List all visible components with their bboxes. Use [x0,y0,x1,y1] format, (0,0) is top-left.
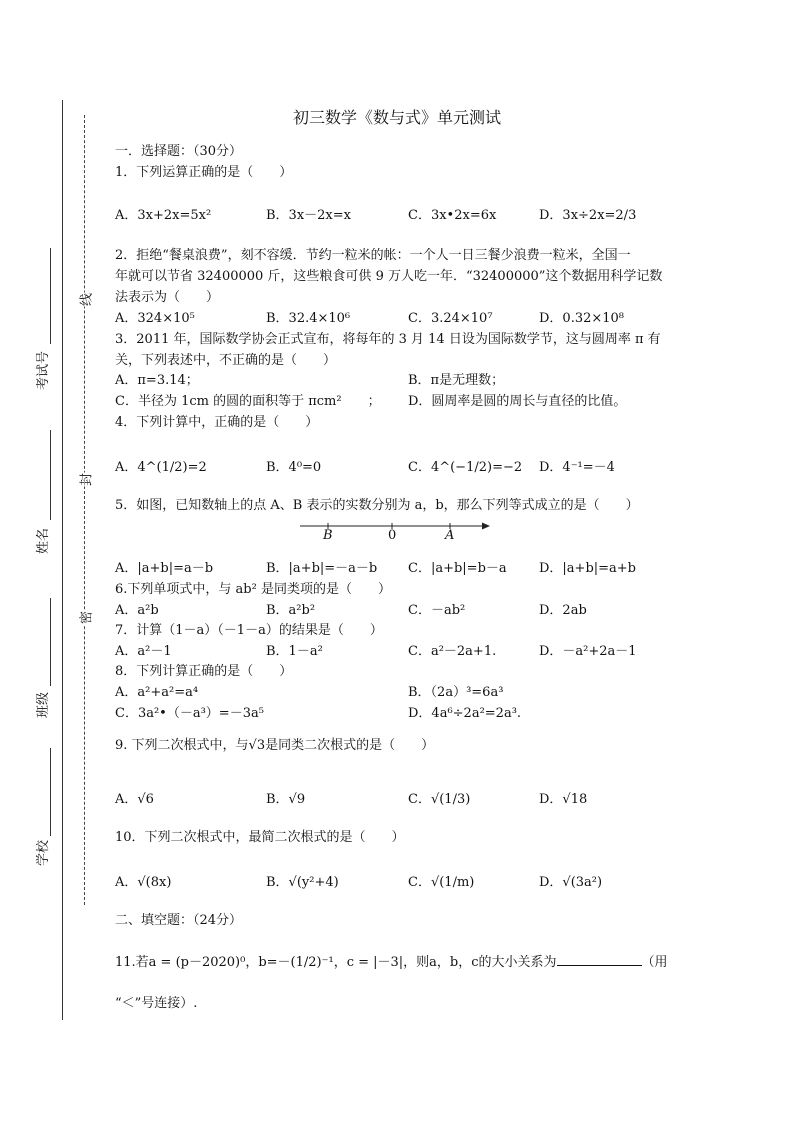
q1-option-d: D．3x÷2x=2/3 [539,208,637,223]
q5-stem: 5．如图，已知数轴上的点 A、B 表示的实数分别为 a，b，那么下列等式成立的是（ ） [115,498,639,513]
q3-line-2: 关，下列表述中，不正确的是（ ） [115,353,337,368]
q8-option-c: C．3a²•（－a³）=－3a⁵ [115,706,264,721]
q6-option-a: A．a²b [115,603,159,618]
q3-option-a: A．π=3.14； [115,373,199,388]
exam-number-label: 考试号 [36,350,51,390]
q11-line-1 [115,951,668,970]
q9-option-b: B．√9 [266,792,306,807]
school-field[interactable] [50,748,51,836]
q3-option-d: D．圆周率是圆的周长与直径的比值。 [408,394,627,409]
q10-option-b: B．√(y²+4) [266,875,339,890]
class-label: 班级 [36,691,51,718]
q9-option-d: D．√18 [539,792,588,807]
q6-stem: 6.下列单项式中，与 ab² 是同类项的是（ ） [115,582,391,597]
q1-stem: 1．下列运算正确的是（ ） [115,165,293,180]
q8-option-b: B．（2a）³=6a³ [408,685,504,700]
q2-line-1: 2．拒绝“餐桌浪费”，刻不容缓．节约一粒米的帐：一个人一日三餐少浪费一粒米，全国一 [115,248,631,263]
seal-dashed-line [84,115,85,905]
q8-stem: 8．下列计算正确的是（ ） [115,664,293,679]
section-heading-choice: 一．选择题：（30分） [115,144,243,159]
q4-stem: 4．下列计算中，正确的是（ ） [115,415,319,430]
q6-option-b: B．a²b² [266,603,316,618]
q10-option-d: D．√(3a²) [539,875,603,890]
binding-border-line [62,100,63,1020]
name-label: 姓名 [36,527,51,554]
q6-option-d: D．2ab [539,603,587,618]
q2-option-a: A．324×10⁵ [115,311,195,326]
q2-option-c: C．3.24×10⁷ [408,311,493,326]
q8-option-d: D．4a⁶÷2a²=2a³. [408,706,522,721]
axis-label-zero: 0 [388,528,397,543]
q9-option-a: A．√6 [115,792,154,807]
axis-label-b: B [323,528,333,543]
q11-line-2: “＜”号连接）. [115,996,198,1011]
q7-option-c: C．a²－2a+1. [408,644,497,659]
seal-char-line: 线 [76,293,95,307]
q1-option-c: C．3x•2x=6x [408,208,497,223]
q11-answer-blank[interactable] [557,953,642,966]
q4-option-b: B．4⁰=0 [266,460,322,475]
axis-label-a: A [445,528,455,543]
q2-option-d: D．0.32×10⁸ [539,311,625,326]
q2-line-3: 法表示为（ ） [115,290,220,305]
school-label: 学校 [36,839,51,866]
q4-option-d: D．4⁻¹=－4 [539,460,615,475]
q3-option-c: C．半径为 1cm 的圆的面积等于 πcm² ； [115,394,381,409]
q1-option-b: B．3x－2x=x [266,208,351,223]
q4-option-a: A．4^(1/2)=2 [115,460,207,475]
q10-option-c: C．√(1/m) [408,875,475,890]
q7-option-a: A．a²－1 [115,644,172,659]
seal-char-secret: 密 [76,611,95,625]
exam-number-field[interactable] [50,248,51,344]
q2-option-b: B．32.4×10⁶ [266,311,351,326]
q10-stem: 10．下列二次根式中，最简二次根式的是（ ） [115,830,405,845]
q5-option-b: B．|a+b|=－a－b [266,561,378,576]
arrow-icon [482,523,490,530]
page-title: 初三数学《数与式》单元测试 [292,108,501,127]
q7-stem: 7．计算（1－a）（－1－a）的结果是（ ） [115,623,383,638]
q2-line-2: 年就可以节省 32400000 斤，这些粮食可供 9 万人吃一年．“32400000”这个数据用科学记数 [115,269,663,284]
seal-char-seal: 封 [76,473,95,487]
q9-stem: 9. 下列二次根式中，与√3是同类二次根式的是（ ） [115,738,435,753]
q3-option-b: B．π是无理数； [408,373,505,388]
q8-option-a: A．a²+a²=a⁴ [115,685,199,700]
q1-option-a: A．3x+2x=5x² [115,208,212,223]
section-heading-fill: 二、填空题：（24分） [115,913,243,928]
q7-option-d: D．－a²+2a－1 [539,644,637,659]
q11-stem: 11.若a = (p－2020)⁰，b=－(1/2)⁻¹，c = |－3|，则a，b，c的大小关系为 [115,955,557,970]
q9-option-c: C．√(1/3) [408,792,471,807]
q3-line-1: 3．2011 年，国际数学协会正式宣布，将每年的 3 月 14 日设为国际数学节，这与圆周率 π 有 [115,332,661,347]
q10-option-a: A．√(8x) [115,875,172,890]
name-field[interactable] [50,430,51,520]
q5-option-d: D．|a+b|=a+b [539,561,637,576]
q7-option-b: B．1－a² [266,644,323,659]
q4-option-c: C．4^(−1/2)=−2 [408,460,523,475]
q11-tail: （用 [641,955,668,970]
class-field[interactable] [50,598,51,686]
q5-option-c: C．|a+b|=b－a [408,561,507,576]
q5-option-a: A．|a+b|=a－b [115,561,214,576]
q6-option-c: C．－ab² [408,603,466,618]
